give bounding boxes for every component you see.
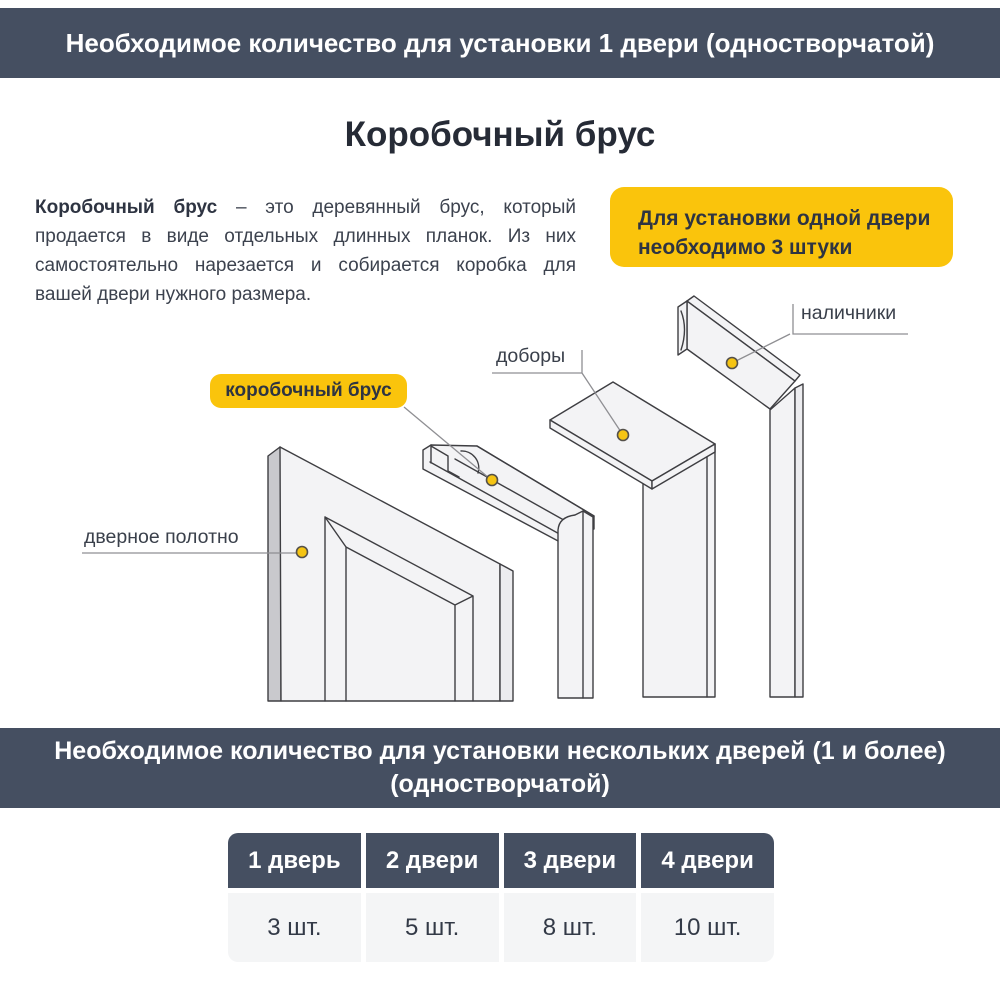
frame-bar-label: коробочный брус [210,374,407,408]
table-value-4-doors: 10 шт. [641,893,774,962]
casing-vertical-sliver [795,384,803,697]
door-leaf-label: дверное полотно [84,526,239,548]
casings-marker-dot [727,358,738,369]
table-header-2-doors: 2 двери [366,833,499,888]
callout-line2: необходимо 3 штуки [638,236,853,259]
casing-vertical-front [770,388,795,697]
table-header-3-doors: 3 двери [504,833,637,888]
door-leaf-marker-dot [297,547,308,558]
table-value-3-doors: 8 шт. [504,893,637,962]
frame-jamb [558,511,593,698]
quantity-table [228,833,774,962]
bottom-banner-line2: (одностворчатой) [390,770,610,798]
casings-label: наличники [801,302,897,324]
bottom-banner [0,728,1000,808]
description-lead: Коробочный брус [35,197,218,218]
door-leaf-right-sliver [500,564,513,701]
callout-line1: Для установки одной двери [638,207,931,230]
extensions-marker-dot [618,430,629,441]
casing-diagonal-face [687,301,795,409]
table-header-4-doors: 4 двери [641,833,774,888]
frame-bar-marker-dot [487,475,498,486]
page-title: Коробочный брус [344,115,656,154]
table-header-1-door: 1 дверь [228,833,361,888]
table-value-1-door: 3 шт. [228,893,361,962]
bottom-banner-line1: Необходимое количество для установки нескольких дверей (1 и более) [54,737,946,765]
table-value-2-doors: 5 шт. [366,893,499,962]
door-leaf-side-face [268,447,281,701]
top-banner-text: Необходимое количество для установки 1 двери (одностворчатой) [65,27,935,58]
description-body: – это деревянный брус, который продается в виде отдельных длинных планок. Из них самостоятельно нарезается и собирается коробка для вашей двери нужного размера. [35,197,577,305]
extensions-label: доборы [496,345,566,367]
